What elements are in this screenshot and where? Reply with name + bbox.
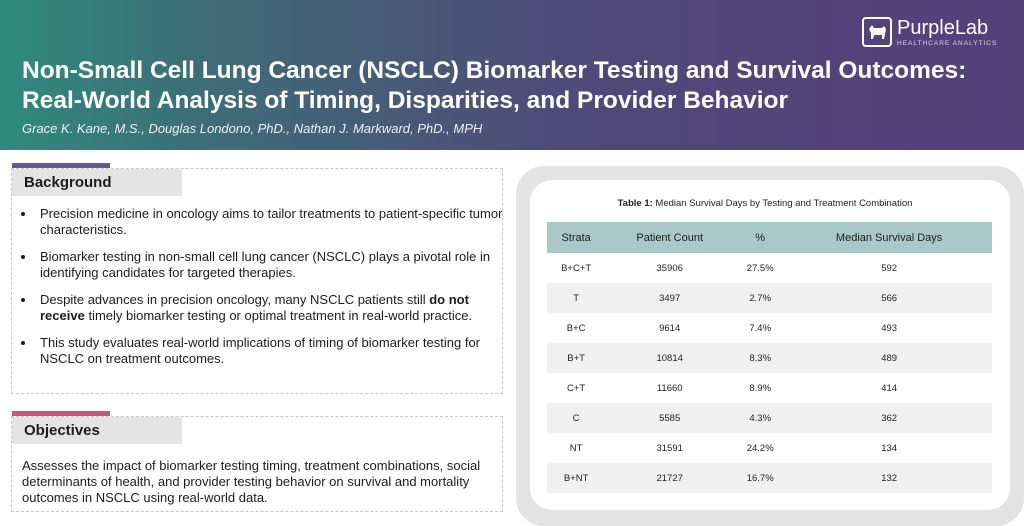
survival-table — [547, 222, 992, 493]
table-cell: 11660 — [656, 382, 683, 394]
table-cell: 3497 — [605, 283, 734, 313]
background-bullet-1: • Precision medicine in oncology aims to tailor treatments to patient-specific tumor characteristics. — [36, 206, 504, 238]
emphasis-text: do not receive — [40, 292, 469, 323]
table-cell: C — [547, 403, 605, 433]
table-cell: 5585 — [605, 403, 734, 433]
background-bullet-4: • This study evaluates real-world implications of timing of biomarker testing for NSCLC on treatment outcomes. — [36, 335, 504, 367]
table-cell: B+NT — [547, 463, 605, 493]
purplelab-logo — [862, 17, 997, 47]
col-header-median-survival: Median Survival Days — [786, 222, 992, 253]
table-cell: 24.2% — [746, 442, 774, 454]
table-row — [547, 373, 992, 403]
dog-icon — [862, 17, 892, 47]
table-cell: 566 — [786, 283, 992, 313]
table-row — [547, 283, 992, 313]
table-cell: C+T — [567, 382, 586, 394]
table-cell: 4.3% — [734, 403, 786, 433]
col-header-percent: % — [734, 222, 786, 253]
background-list — [18, 206, 504, 378]
table-row — [547, 343, 992, 373]
text-span: timely biomarker testing or optimal treatment in real-world practice. — [84, 308, 473, 323]
logo-tagline: HEALTHCARE ANALYTICS — [897, 39, 998, 47]
table-cell: 16.7% — [734, 463, 786, 493]
table-cell: 362 — [786, 403, 992, 433]
table-cell: B+T — [547, 343, 605, 373]
table-cell: 21727 — [605, 463, 734, 493]
table-caption — [530, 198, 1000, 209]
table-row — [547, 253, 992, 283]
col-header-strata: Strata — [547, 222, 605, 253]
table-cell: 2.7% — [734, 283, 786, 313]
table-cell: 592 — [881, 262, 898, 274]
table-cell: 493 — [881, 322, 898, 334]
logo-name: PurpleLab — [897, 16, 989, 39]
table-row — [547, 463, 992, 493]
table-cell: 134 — [881, 442, 898, 454]
table-cell: B+C+T — [561, 262, 592, 274]
table-cell: 35906 — [656, 262, 683, 274]
table-cell: 10814 — [605, 343, 734, 373]
table-cell: 8.3% — [734, 343, 786, 373]
table-cell: 7.4% — [749, 322, 772, 334]
table-cell: B+C — [566, 322, 586, 334]
header-banner — [0, 0, 1024, 150]
authors: Grace K. Kane, M.S., Douglas Londono, PhD., Nathan J. Markward, PhD., MPH — [22, 121, 483, 136]
table-row — [547, 433, 992, 463]
table-cell: 489 — [786, 343, 992, 373]
table-cell: T — [547, 283, 605, 313]
text-span: Table 1: — [617, 198, 653, 209]
table-row — [547, 313, 992, 343]
objectives-heading: Objectives — [12, 417, 182, 444]
table-cell: 9614 — [659, 322, 681, 334]
table-cell: 132 — [786, 463, 992, 493]
table-header-row — [547, 222, 992, 253]
col-header-patient-count: Patient Count — [605, 222, 734, 253]
table-row — [547, 403, 992, 433]
table-cell: 414 — [881, 382, 898, 394]
title-line-1: Non-Small Cell Lung Cancer (NSCLC) Biomarker Testing and Survival Outcomes: — [22, 57, 967, 84]
background-bullet-3 — [36, 292, 504, 324]
background-bullet-2: • Biomarker testing in non-small cell lung cancer (NSCLC) plays a pivotal role in identifying candidates for targeted therapies. — [36, 249, 504, 281]
table-cell: NT — [569, 442, 583, 454]
background-heading: Background — [12, 169, 182, 196]
title-line-2: Real-World Analysis of Timing, Disparities, and Provider Behavior — [22, 87, 789, 114]
text-span: Median Survival Days by Testing and Treatment Combination — [652, 198, 913, 209]
text-span: Despite advances in precision oncology, many NSCLC patients still — [40, 292, 430, 307]
table-cell: 27.5% — [746, 262, 774, 274]
table-cell: 31591 — [656, 442, 683, 454]
objectives-text: Assesses the impact of biomarker testing timing, treatment combinations, social determinants of health, and provider testing behavior on survival and mortality outcomes in NSCLC using real-world data. — [22, 458, 481, 505]
poster-title — [22, 56, 1002, 116]
table-cell: 8.9% — [749, 382, 772, 394]
